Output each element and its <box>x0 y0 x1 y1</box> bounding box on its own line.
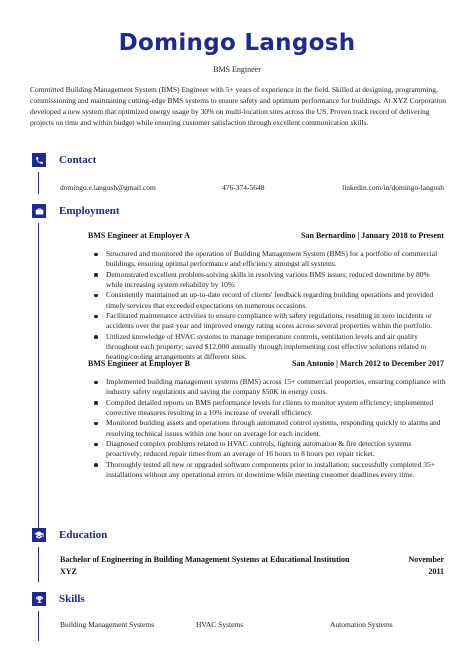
graduation-month: November <box>408 555 444 564</box>
job-location-dates: San Bernardino | January 2018 to Present <box>301 231 444 240</box>
skill-item: Building Management Systems <box>60 620 155 629</box>
skills-rail <box>38 611 39 641</box>
graduation-year: 2011 <box>428 567 444 576</box>
briefcase-icon <box>32 204 46 218</box>
education-rail <box>38 547 39 582</box>
phone-number: 476-374-5648 <box>222 183 265 192</box>
skills-section-header <box>32 592 446 607</box>
job-title-subtitle: BMS Engineer <box>213 65 261 74</box>
job-title: BMS Engineer at Employer A <box>88 231 190 240</box>
bullet-item: Consistently maintained an up-to-date record of clients' feedback regarding building operations and provided timely services that exceeded expectations on numerous occasions. <box>94 290 446 311</box>
employment-rail <box>38 223 39 528</box>
skill-item: HVAC Systems <box>196 620 244 629</box>
contact-section-header <box>32 153 446 168</box>
skills-heading: Skills <box>59 593 85 605</box>
job-location-dates: San Antonio | March 2012 to December 2017 <box>292 359 444 368</box>
bullet-item: Compiled detailed reports on BMS performance levels for clients to monitor system efficiency; implemented corrective measures resulting in a 10% increase of overall efficiency. <box>94 398 446 419</box>
trophy-icon <box>32 592 46 606</box>
graduation-cap-icon <box>32 528 46 542</box>
linkedin-link[interactable]: linkedin.com/in/domingo-langosh <box>342 183 444 192</box>
bullet-item: Utilized knowledge of HVAC systems to manage temperature controls, ventilation levels and air quality throughout each property; saved $12,000 annually through implementing cost effective solutions related to heating/cooling arrangements at different sites. <box>94 332 446 363</box>
skill-item: Automation Systems <box>330 620 393 629</box>
employment-heading: Employment <box>59 205 120 217</box>
education-section-header <box>32 528 446 543</box>
job-bullets <box>94 249 446 363</box>
contact-rail <box>38 172 39 194</box>
employment-section-header <box>32 204 446 219</box>
job-bullets <box>94 377 446 480</box>
bullet-item: Structured and monitored the operation of Building Management System (BMS) for a portfolio of commercial buildings, ensuring optimal performance and efficiency amongst all systems. <box>94 249 446 270</box>
education-heading: Education <box>59 529 108 541</box>
graduation-date <box>408 554 444 578</box>
degree-title: Bachelor of Engineering in Building Management Systems at Educational Institution XYZ <box>60 555 350 576</box>
bullet-item: Diagnosed complex problems related to HVAC controls, lighting automation & fire detection systems proactively; reduced repair times from an average of 16 hours to 8 hours per repair ticket. <box>94 439 446 460</box>
bullet-item: Implemented building management systems (BMS) across 15+ commercial properties, ensuring compliance with industry safety regulations and saving the company $50K in energy costs. <box>94 377 446 398</box>
job-title: BMS Engineer at Employer B <box>88 359 190 368</box>
phone-icon <box>32 153 46 167</box>
contact-heading: Contact <box>59 154 97 166</box>
candidate-name: Domingo Langosh <box>118 30 356 56</box>
bullet-item: Demonstrated excellent problem-solving skills in resolving various BMS issues; reduced downtime by 80% while increasing system reliability by 10%. <box>94 270 446 291</box>
summary-paragraph: Committed Building Management System (BMS) Engineer with 5+ years of experience in the field. Skilled at designing, programming, commissioning and maintaining cutting-edge BMS systems to ensure safety and optimum performance for buildings. At XYZ Corporation developed a new system that optimized energy usage by 30% on multi-location sites across the US. Proven track record of delivering projects on time and within budget while ensuring customer satisfaction through excellent communication skills. <box>30 85 446 127</box>
bullet-item: Facilitated maintenance activities to ensure compliance with safety regulations, resulting in zero incidents or accidents over the past year and improved energy rating scores across several properties within the portfolio. <box>94 311 446 332</box>
email-link[interactable]: domingo.e.langosh@gmail.com <box>60 183 156 192</box>
bullet-item: Thoroughly tested all new or upgraded software components prior to installation; successfully completed 35+ installations without any operational errors or downtime while meeting customer deadlines every time. <box>94 460 446 481</box>
bullet-item: Monitored building assets and operations through automated control systems, responding quickly to alarms and resolving technical issues within one hour on average for each incident. <box>94 418 446 439</box>
